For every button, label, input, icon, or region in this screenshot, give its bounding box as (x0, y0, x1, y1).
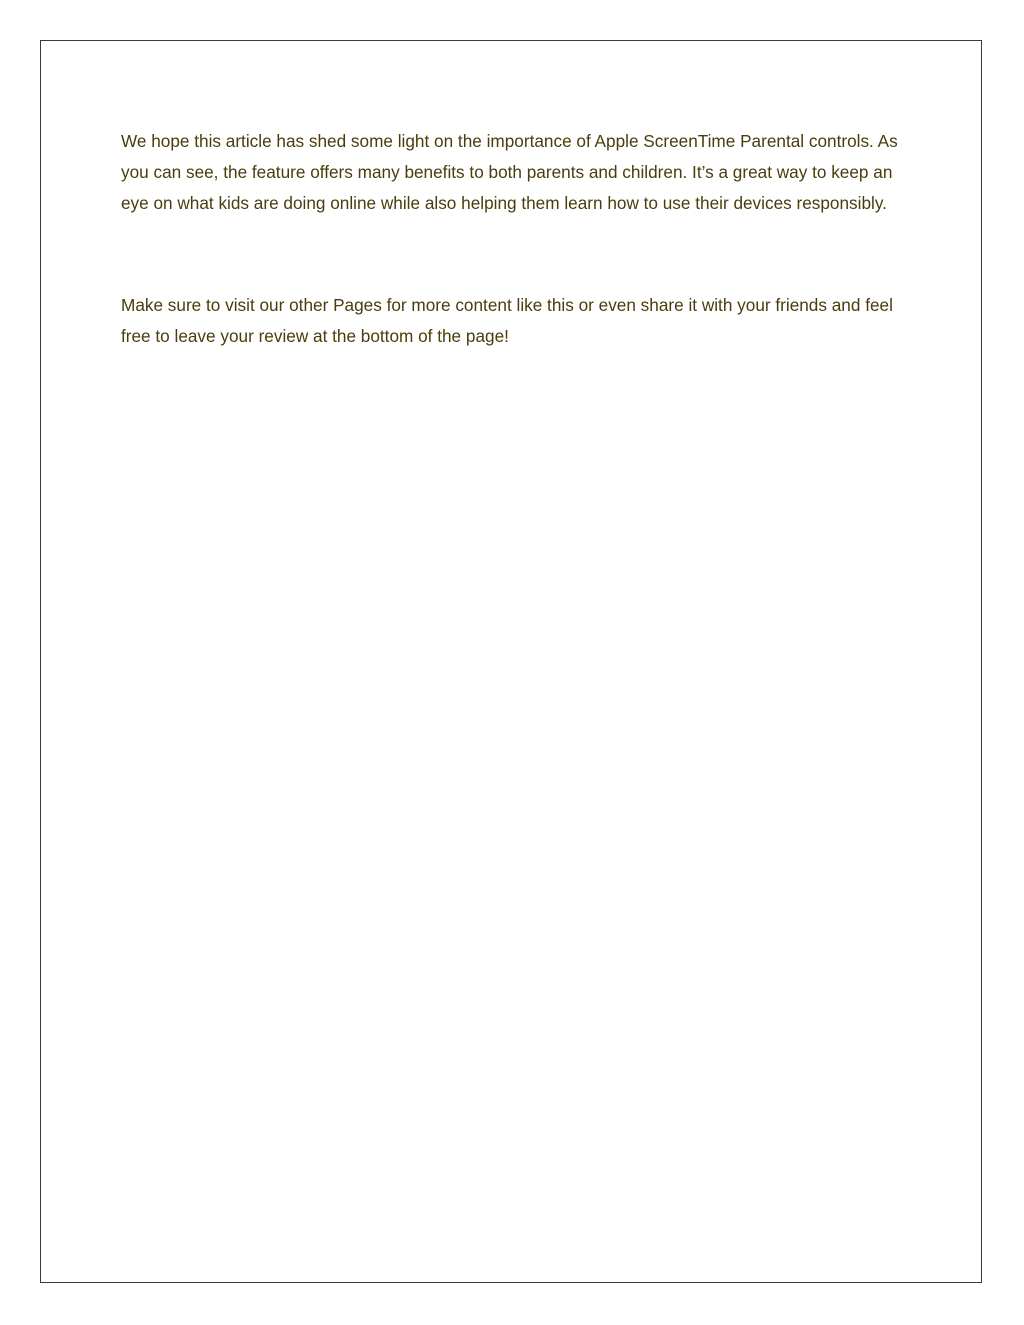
paragraph-conclusion: We hope this article has shed some light on the importance of Apple ScreenTime Parental controls. As you can see, the feature offers many benefits to both parents and children. It’s a great way to keep an eye on what kids are doing online while also helping them learn how to use their devices responsibly. (121, 131, 898, 213)
paragraph-call-to-action: Make sure to visit our other Pages for more content like this or even share it with your friends and feel free to leave your review at the bottom of the page! (121, 295, 893, 346)
page-frame (40, 40, 982, 1283)
